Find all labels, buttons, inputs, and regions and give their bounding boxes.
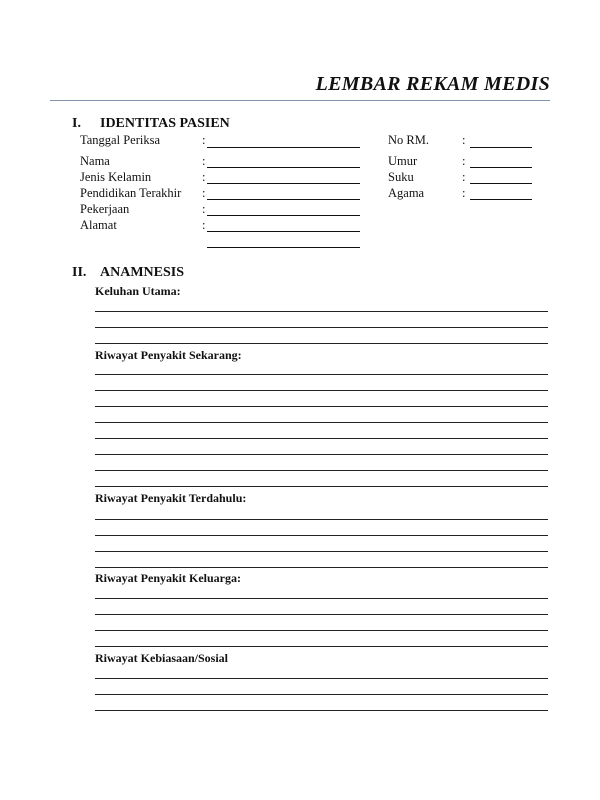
document-title: LEMBAR REKAM MEDIS: [315, 73, 550, 95]
writing-line[interactable]: [95, 694, 548, 695]
writing-line[interactable]: [95, 598, 548, 599]
writing-line[interactable]: [95, 454, 548, 455]
field-pekerjaan[interactable]: [207, 215, 360, 216]
colon: :: [202, 186, 206, 200]
label-suku: Suku: [388, 170, 414, 184]
section-1-title: IDENTITAS PASIEN: [100, 116, 230, 131]
writing-line[interactable]: [95, 343, 548, 344]
subsection-riwayat-kebiasaan-sosial: Riwayat Kebiasaan/Sosial: [95, 651, 229, 665]
label-no-rm: No RM.: [388, 133, 429, 147]
label-nama: Nama: [80, 154, 110, 168]
field-nama[interactable]: [207, 167, 360, 168]
writing-line[interactable]: [95, 710, 548, 711]
field-no-rm[interactable]: [470, 147, 532, 148]
writing-line[interactable]: [95, 422, 548, 423]
title-divider: [50, 100, 550, 101]
colon: :: [462, 154, 466, 168]
writing-line[interactable]: [95, 614, 548, 615]
colon: :: [202, 170, 206, 184]
field-suku[interactable]: [470, 183, 532, 184]
section-2-number: II.: [72, 265, 87, 280]
writing-line[interactable]: [95, 390, 548, 391]
label-jenis-kelamin: Jenis Kelamin: [80, 170, 152, 184]
field-alamat-line-2[interactable]: [207, 247, 360, 248]
label-alamat: Alamat: [80, 218, 117, 232]
field-jenis-kelamin[interactable]: [207, 183, 360, 184]
writing-line[interactable]: [95, 438, 548, 439]
colon: :: [462, 170, 466, 184]
writing-line[interactable]: [95, 311, 548, 312]
writing-line[interactable]: [95, 327, 548, 328]
writing-line[interactable]: [95, 535, 548, 536]
section-1-number: I.: [72, 116, 81, 131]
colon: :: [462, 133, 466, 147]
subsection-riwayat-penyakit-keluarga: Riwayat Penyakit Keluarga:: [95, 571, 241, 585]
colon: :: [202, 202, 206, 216]
field-alamat-line-1[interactable]: [207, 231, 360, 232]
section-2-title: ANAMNESIS: [100, 265, 185, 280]
writing-line[interactable]: [95, 470, 548, 471]
writing-line[interactable]: [95, 630, 548, 631]
writing-line[interactable]: [95, 406, 548, 407]
writing-line[interactable]: [95, 519, 548, 520]
writing-line[interactable]: [95, 678, 548, 679]
field-agama[interactable]: [470, 199, 532, 200]
field-umur[interactable]: [470, 167, 532, 168]
writing-line[interactable]: [95, 567, 548, 568]
subsection-riwayat-penyakit-sekarang: Riwayat Penyakit Sekarang:: [95, 348, 242, 362]
writing-line[interactable]: [95, 486, 548, 487]
subsection-keluhan-utama: Keluhan Utama:: [95, 284, 181, 298]
field-tanggal-periksa[interactable]: [207, 147, 360, 148]
writing-line[interactable]: [95, 551, 548, 552]
label-umur: Umur: [388, 154, 418, 168]
label-agama: Agama: [388, 186, 425, 200]
section-2-heading: [72, 265, 184, 281]
field-pendidikan-terakhir[interactable]: [207, 199, 360, 200]
writing-line[interactable]: [95, 646, 548, 647]
label-tanggal-periksa: Tanggal Periksa: [80, 133, 161, 147]
colon: :: [202, 154, 206, 168]
colon: :: [202, 133, 206, 147]
writing-line[interactable]: [95, 374, 548, 375]
label-pendidikan-terakhir: Pendidikan Terakhir: [80, 186, 182, 200]
section-1-heading: [72, 116, 230, 132]
colon: :: [462, 186, 466, 200]
colon: :: [202, 218, 206, 232]
label-pekerjaan: Pekerjaan: [80, 202, 130, 216]
subsection-riwayat-penyakit-terdahulu: Riwayat Penyakit Terdahulu:: [95, 491, 247, 505]
